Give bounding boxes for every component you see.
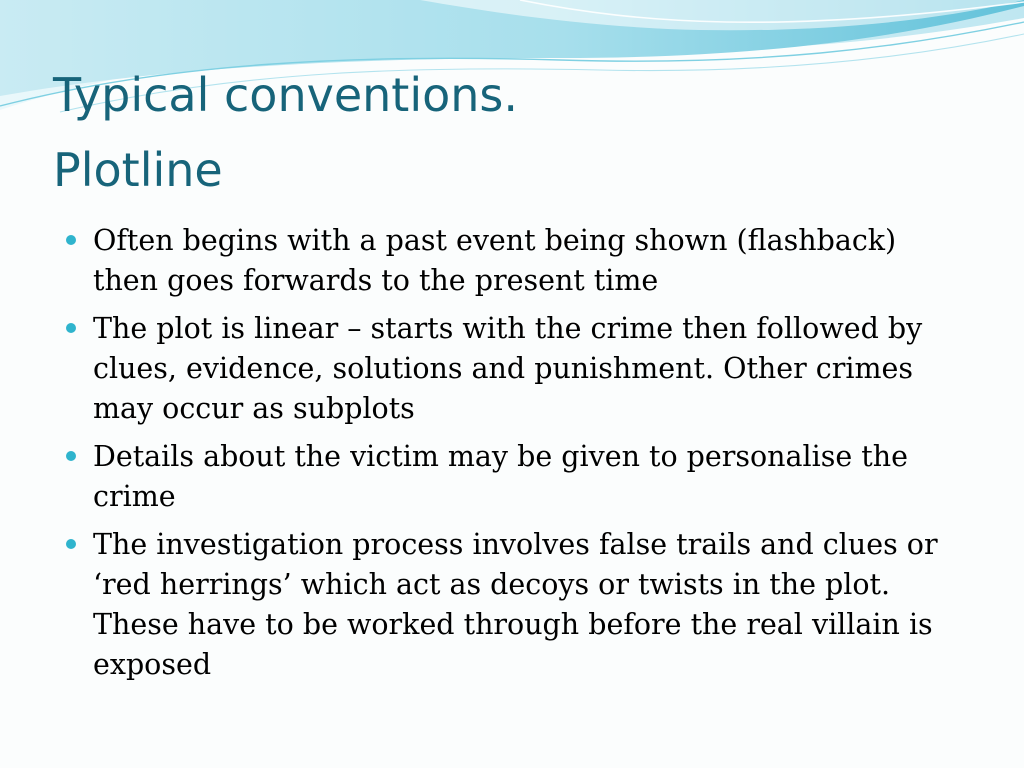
bullet-item <box>66 309 966 429</box>
bullet-text: The plot is linear – starts with the crime then followed by clues, evidence, solutions and punishment. Other crimes may occur as subplots <box>93 312 923 425</box>
bullet-item <box>66 525 966 685</box>
bullet-dot-icon <box>66 451 76 461</box>
slide-title-line-2: Plotline <box>53 142 223 197</box>
slide-title-line-1: Typical conventions. <box>53 68 518 122</box>
bullet-dot-icon <box>66 235 76 245</box>
bullet-item <box>66 221 966 301</box>
slide-title <box>53 58 953 208</box>
bullet-text: The investigation process involves false trails and clues or ‘red herrings’ which act as decoys or twists in the plot. These have to be worked through before the real villain is exposed <box>93 528 938 681</box>
bullet-list <box>66 221 966 693</box>
bullet-item <box>66 437 966 517</box>
bullet-text: Often begins with a past event being shown (flashback) then goes forwards to the present time <box>93 224 897 297</box>
bullet-dot-icon <box>66 539 76 549</box>
bullet-text: Details about the victim may be given to personalise the crime <box>93 440 908 513</box>
bullet-dot-icon <box>66 323 76 333</box>
